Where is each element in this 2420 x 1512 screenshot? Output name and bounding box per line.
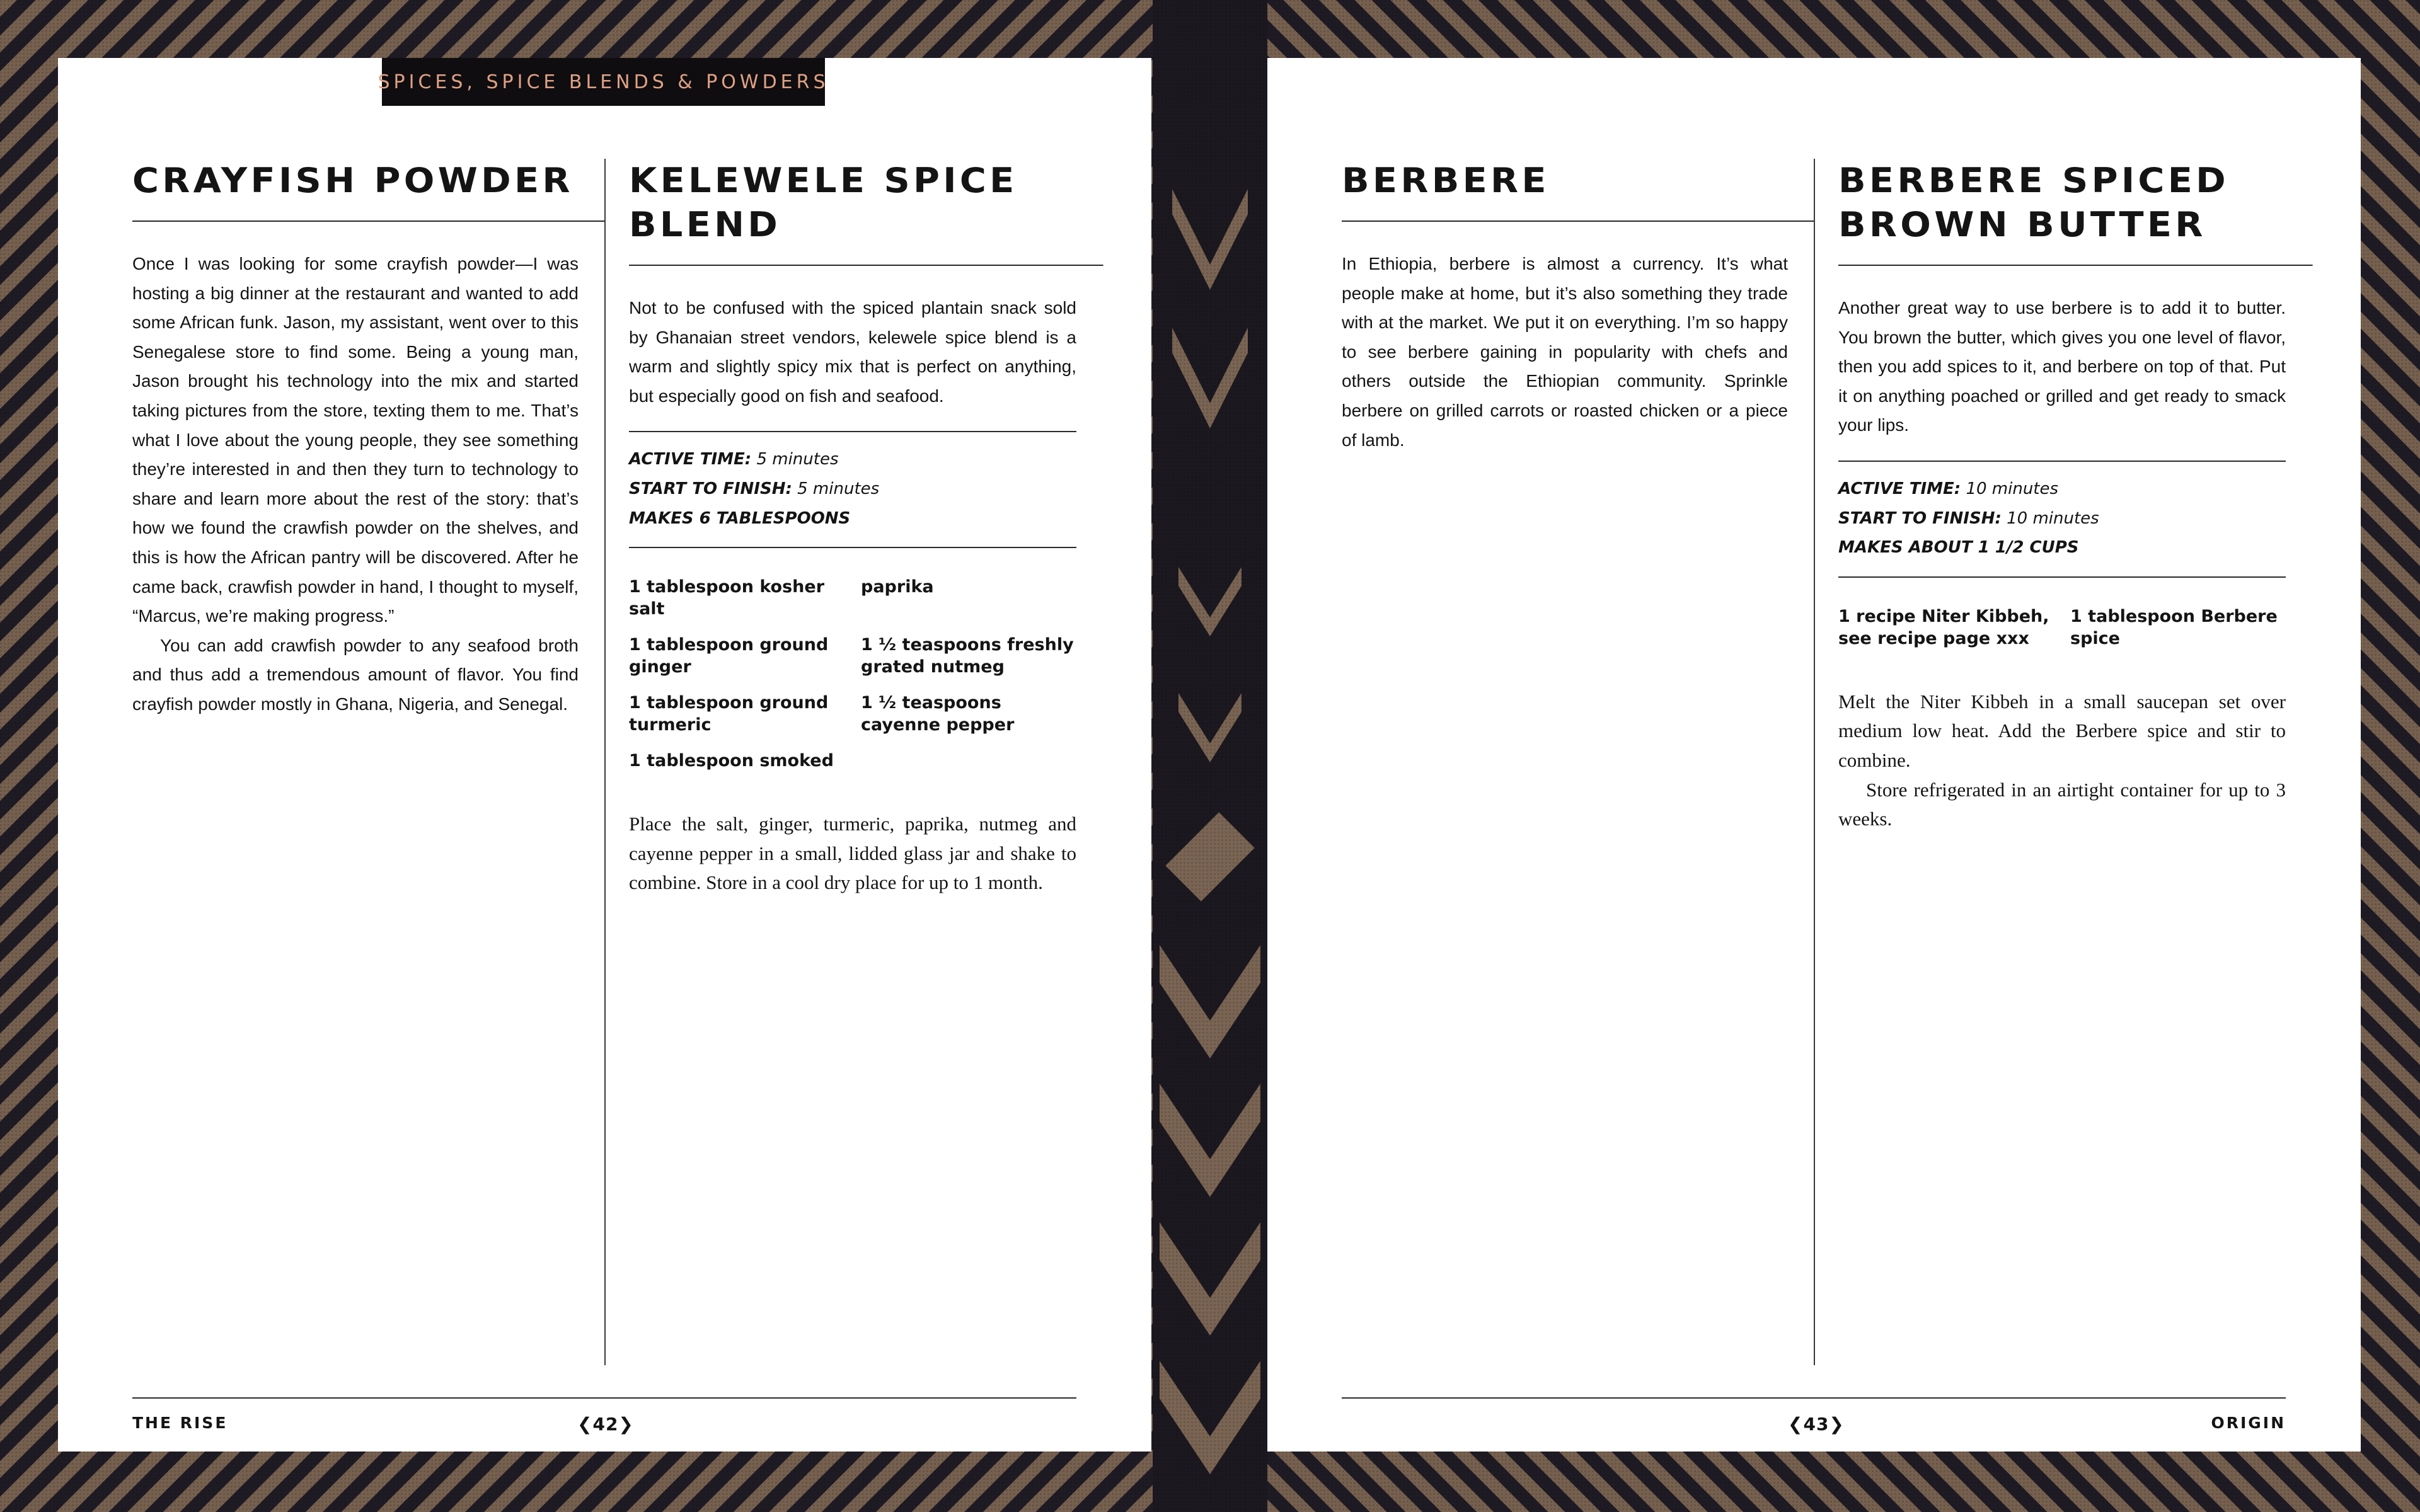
start-to-finish-label: START TO FINISH: (1838, 508, 2002, 528)
kelewele-column (629, 159, 1076, 898)
running-footer-section: THE RISE (132, 1414, 228, 1432)
berbere-butter-intro-text: Another great way to use berbere is to add it to butter. You brown the butter, which gives you one level of flavor, then you add spices to it, and berbere on top of that. Put it on anything poached or grilled and get ready to smack your lips. (1838, 298, 2286, 435)
title-line-2: BROWN BUTTER (1838, 205, 2206, 244)
kelewele-intro (629, 294, 1076, 411)
berbere-paragraph-1: In Ethiopia, berbere is almost a currency. It’s what people make at home, but it’s also something they trade with at the market. We put it on everything. I’m so happy to see berbere gaining in popularity with chefs and others outside the Ethiopian community. Sprinkle berbere on grilled carrots or roasted chicken or a piece of lamb. (1342, 254, 1788, 450)
column-divider (604, 159, 606, 1365)
start-to-finish-value: 10 minutes (2007, 508, 2099, 528)
active-time-label: ACTIVE TIME: (629, 450, 752, 469)
left-footer (132, 1397, 1076, 1443)
column-divider (1814, 159, 1815, 1365)
berbere-butter-method (1838, 687, 2286, 834)
ingredient-item: 1 tablespoon ground ginger (629, 635, 829, 677)
berbere-column (1342, 159, 1788, 455)
kelewele-recipe-meta (629, 431, 1076, 548)
start-to-finish (629, 474, 1076, 504)
berbere-butter-column (1838, 159, 2286, 834)
ingredient-item: 1 tablespoon ground turmeric (629, 693, 829, 735)
kelewele-ingredients (629, 576, 1076, 772)
ingredient-item: 1 ½ teaspoons freshly grated nutmeg (861, 635, 1074, 677)
start-to-finish-value: 5 minutes (797, 479, 880, 498)
crayfish-powder-body (132, 249, 579, 719)
ingredient-item: 1 tablespoon smoked (629, 751, 834, 771)
yield (1838, 533, 2286, 563)
active-time-label: ACTIVE TIME: (1838, 479, 1961, 498)
crayfish-powder-column (132, 159, 579, 719)
right-page (1267, 58, 2361, 1452)
active-time-value: 5 minutes (756, 450, 839, 469)
ingredient-item: 1 ½ teaspoons cayenne pepper (861, 693, 1015, 735)
method-paragraph-2: Store refrigerated in an airtight container for up to 3 weeks. (1838, 778, 2286, 830)
berbere-butter-intro (1838, 294, 2286, 440)
berbere-title: BERBERE (1342, 159, 1814, 222)
active-time (1838, 474, 2286, 504)
ingredient-item: 1 tablespoon kosher salt (629, 577, 825, 619)
berbere-butter-ingredients (1838, 605, 2286, 650)
berbere-butter-title (1838, 159, 2313, 266)
page-number: ❮42❯ (577, 1414, 634, 1435)
left-page (58, 58, 1151, 1452)
running-footer-section: ORIGIN (2211, 1414, 2286, 1432)
title-line-1: BERBERE SPICED (1838, 161, 2229, 200)
ingredient-item: paprika (861, 577, 934, 597)
method-paragraph-1: Melt the Niter Kibbeh in a small saucepan set over medium low heat. Add the Berbere spice and stir to combine. (1838, 690, 2286, 771)
crayfish-paragraph-2: You can add crawfish powder to any seafood broth and thus add a tremendous amount of flavor. You find crayfish powder mostly in Ghana, Nigeria, and Senegal. (132, 635, 579, 714)
kelewele-method-text: Place the salt, ginger, turmeric, paprika, nutmeg and cayenne pepper in a small, lidded glass jar and shake to combine. Store in a cool dry place for up to 1 month. (629, 813, 1076, 894)
berbere-butter-recipe-meta (1838, 461, 2286, 578)
kelewele-intro-text: Not to be confused with the spiced plantain snack sold by Ghanaian street vendors, kelewele spice blend is a warm and slightly spicy mix that is perfect on anything, but especially good on fish and seafood. (629, 298, 1076, 406)
ingredient-item: 1 tablespoon Berbere spice (2070, 606, 2278, 648)
right-footer (1342, 1397, 2286, 1443)
start-to-finish (1838, 504, 2286, 534)
kelewele-title: KELEWELE SPICE BLEND (629, 159, 1103, 266)
kelewele-method (629, 810, 1076, 898)
active-time-value: 10 minutes (1966, 479, 2059, 498)
yield-text: MAKES ABOUT 1 1/2 CUPS (1838, 538, 2079, 558)
crayfish-powder-title: CRAYFISH POWDER (132, 159, 605, 222)
active-time (629, 445, 1076, 474)
berbere-body (1342, 249, 1788, 455)
ingredient-item: 1 recipe Niter Kibbeh, see recipe page xxx (1838, 606, 2049, 648)
page-number: ❮43❯ (1788, 1414, 1845, 1435)
section-tab: SPICES, SPICE BLENDS & POWDERS (382, 58, 825, 106)
yield-text: MAKES 6 TABLESPOONS (629, 508, 851, 528)
crayfish-paragraph-1: Once I was looking for some crayfish powder—I was hosting a big dinner at the restaurant and wanted to add some African funk. Jason, my assistant, went over to this Senegalese store to find some. Being a young man, Jason brought his technology into the mix and started taking pictures from the store, texting them to me. That’s what I love about the young people, they see something they’re interested in and then they turn to technology to share and learn more about the rest of the story: that’s how we found the crawfish powder on the shelves, and this is how the African pantry will be discovered. After he came back, crawfish powder in hand, I thought to myself, “Marcus, we’re making progress.” (132, 254, 579, 626)
yield (629, 504, 1076, 534)
start-to-finish-label: START TO FINISH: (629, 479, 792, 498)
